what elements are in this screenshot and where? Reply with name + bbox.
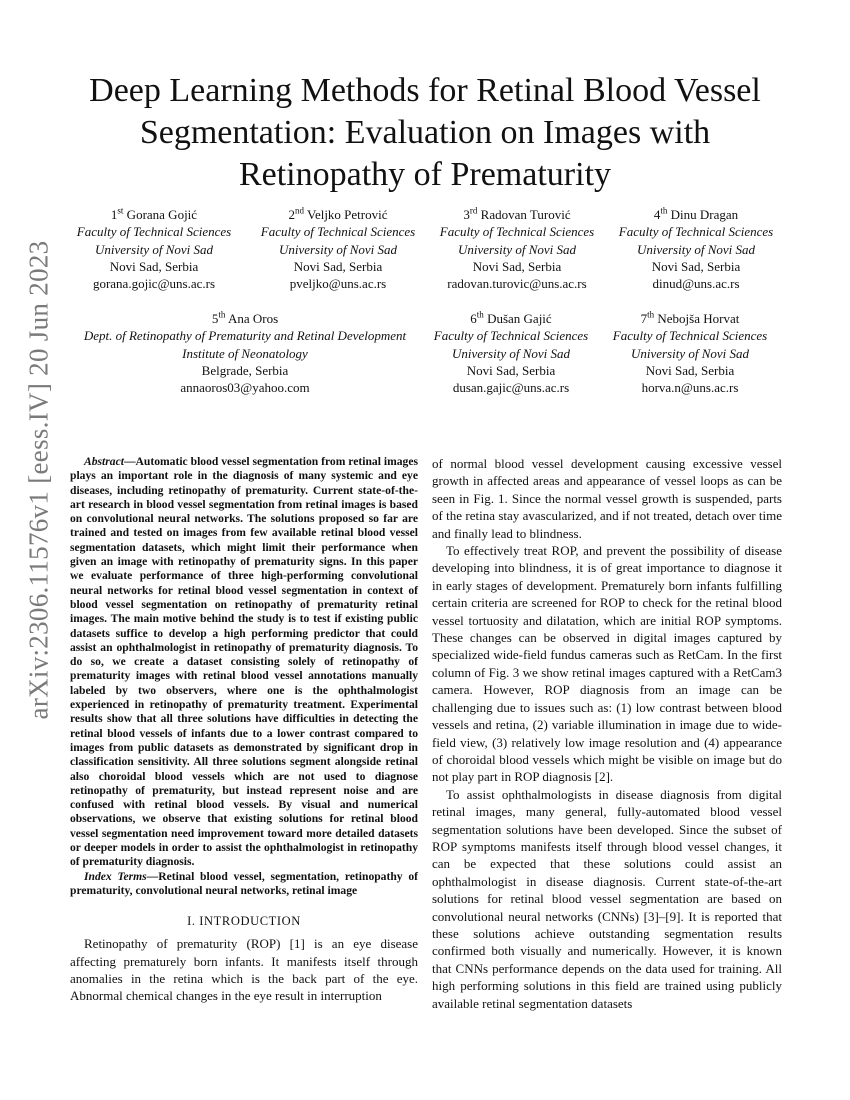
author-city: Belgrade, Serbia xyxy=(201,362,289,378)
author-ordinal-suffix: th xyxy=(660,205,668,216)
author-ordinal: 3 xyxy=(463,207,470,222)
author-ordinal: 4 xyxy=(653,207,661,222)
author-institution: University of Novi Sad xyxy=(278,241,398,257)
author-name: Dušan Gajić xyxy=(487,311,552,326)
author-city: Novi Sad, Serbia xyxy=(472,258,562,274)
abstract-text: —Automatic blood vessel segmentation from retinal images plays an important role in the diagnosis of many systemic and eye diseases, including retinopathy of prematurity. Current state-of-the-art research in blood vessel segmentation from retinal images is based on convolutional neural networks. The solutions proposed so far are trained and tested on images from few available retinal blood vessel segmentation datasets, which might limit their performance when given an image with retinopathy of prematurity signs. In this paper we evaluate performance of three high-performing convolutional neural networks for retinal blood vessel segmentation in context of blood vessel segmentation on retinopathy of prematurity retinal images. The main motive behind the study is to test if existing public datasets suffice to develop a high performing predictor that could assist an ophthalmologist in retinopathy of prematurity diagnosis. To do so, we create a dataset consisting solely of retinopathy of prematurity images with retinal blood vessel annotations manually labeled by two observers, where one is the ophthalmologist experienced in retinopathy of prematurity treatment. Experimental results show that all three solutions have difficulties in detecting the retinal blood vessels of infants due to a lower contrast compared to images from public datasets as demonstrated by significant drop in classification sensitivity. All three solutions segment alongside retinal also choroidal blood vessels which are not used to diagnose retinopathy of prematurity, but instead represent noise and are confused with retinal blood vessels. By visual and numerical observations, we observe that existing solutions for retinal blood vessel segmentation need improvement toward more detailed datasets or deeper models in order to assist the ophthalmologist in retinopathy of prematurity diagnosis. xyxy=(70,455,418,869)
author-city: Novi Sad, Serbia xyxy=(293,258,383,274)
body-paragraph: To effectively treat ROP, and prevent the possibility of disease developing into blindness, it is of great importance to diagnose it in early stages of development. Prematurely born infants fulfilling certain criteria are screened for ROP to check for the retinal blood vessel tortuosity and dilatation, which are initial ROP symptoms. These changes can be observed in digital images captured by specialized wide-field fundus cameras such as RetCam. In the first column of Fig. 3 we show retinal images captured with a RetCam3 camera. However, ROP diagnosis from an image can be challenging due to issues such as: (1) low contrast between blood vessels and retina, (2) variable illumination in image due to wide-field view, (3) relatively low image resolution and (4) appearance of choroidal blood vessels which might be visible on image but do not play part in ROP diagnosis [2]. xyxy=(432,543,782,785)
author-name: Dinu Dragan xyxy=(670,207,739,222)
author-name: Ana Oros xyxy=(227,311,279,326)
author-affiliation: Faculty of Technical Sciences xyxy=(76,224,232,240)
author-institution: University of Novi Sad xyxy=(636,241,756,257)
author-affiliation: Faculty of Technical Sciences xyxy=(433,328,589,344)
index-terms xyxy=(70,870,418,899)
author-city: Novi Sad, Serbia xyxy=(466,362,556,378)
author-ordinal: 6 xyxy=(470,311,477,326)
author-block xyxy=(261,206,415,292)
author-email: dusan.gajic@uns.ac.rs xyxy=(452,380,570,396)
author-block xyxy=(440,206,594,292)
author-ordinal-suffix: th xyxy=(218,309,226,320)
author-name: Nebojša Horvat xyxy=(657,311,740,326)
author-block xyxy=(619,206,773,292)
author-affiliation: Faculty of Technical Sciences xyxy=(618,224,774,240)
author-block xyxy=(84,310,406,396)
author-block xyxy=(434,310,588,396)
author-ordinal: 1 xyxy=(110,207,118,222)
right-column xyxy=(432,455,782,1012)
body-paragraph: of normal blood vessel development causing excessive vessel growth in affected areas and appearance of vessel loops as can be seen in Fig. 1. Since the normal vessel growth is suspended, parts of the retina stay avascularized, and if not treated, detach over time and finally lead to blindness. xyxy=(432,456,782,541)
abstract-label: Abstract xyxy=(84,455,124,468)
body-paragraph: To assist ophthalmologists in disease diagnosis from digital retinal images, many general, fully-automated blood vessel segmentation solutions have been developed. Since the subset of ROP symptoms manifests itself through blood vessel changes, it can be expected that these solutions could assist an ophthalmologist in disease diagnosis. Current state-of-the-art solutions for retinal blood vessel segmentation are based on convolutional neural networks (CNNs) [3]–[9]. It is reported that these solutions achieve outstanding segmentation results confirmed both visually and numerically. However, it is known that CNNs performance depends on the data used for training. All high performing solutions in this field are trained using publicly available retinal segmentation datasets xyxy=(432,786,782,1011)
arxiv-identifier: arXiv:2306.11576v1 [eess.IV] 20 Jun 2023 xyxy=(23,240,54,720)
author-institution: Institute of Neonatology xyxy=(182,345,308,361)
author-email: gorana.gojic@uns.ac.rs xyxy=(92,276,216,292)
author-name: Gorana Gojić xyxy=(126,207,198,222)
author-ordinal: 2 xyxy=(288,207,295,222)
author-email: dinud@uns.ac.rs xyxy=(652,276,740,292)
index-terms-text: —Retinal blood vessel, segmentation, retinopathy of prematurity, convolutional neural networks, retinal image xyxy=(70,869,418,897)
body-paragraph: Retinopathy of prematurity (ROP) [1] is an eye disease affecting prematurely born infants. It manifests itself through anomalies in the retina which is the back part of the eye. Abnormal chemical changes in the eye result in interruption xyxy=(70,936,418,1004)
author-affiliation: Dept. of Retinopathy of Prematurity and Retinal Development xyxy=(83,328,407,344)
author-city: Novi Sad, Serbia xyxy=(645,362,735,378)
author-ordinal-suffix: rd xyxy=(469,205,478,216)
author-email: annaoros03@yahoo.com xyxy=(180,380,310,396)
author-block xyxy=(77,206,231,292)
author-ordinal-suffix: nd xyxy=(294,205,304,216)
author-email: radovan.turovic@uns.ac.rs xyxy=(447,276,587,292)
author-ordinal-suffix: th xyxy=(647,309,655,320)
left-column xyxy=(70,455,418,1005)
author-ordinal-suffix: st xyxy=(117,205,124,216)
author-city: Novi Sad, Serbia xyxy=(109,258,199,274)
author-city: Novi Sad, Serbia xyxy=(651,258,741,274)
author-ordinal: 7 xyxy=(640,311,648,326)
author-institution: University of Novi Sad xyxy=(630,345,750,361)
section-heading: I. INTRODUCTION xyxy=(187,914,301,929)
arxiv-sidebar xyxy=(0,0,70,1100)
author-ordinal-suffix: th xyxy=(476,309,484,320)
author-institution: University of Novi Sad xyxy=(457,241,577,257)
author-affiliation: Faculty of Technical Sciences xyxy=(260,224,416,240)
author-affiliation: Faculty of Technical Sciences xyxy=(612,328,768,344)
index-terms-label: Index Terms xyxy=(84,869,147,883)
author-name: Radovan Turović xyxy=(480,207,571,222)
author-name: Veljko Petrović xyxy=(306,207,388,222)
author-institution: University of Novi Sad xyxy=(94,241,214,257)
author-ordinal: 5 xyxy=(211,311,219,326)
author-email: pveljko@uns.ac.rs xyxy=(289,276,387,292)
author-block xyxy=(613,310,767,396)
author-institution: University of Novi Sad xyxy=(451,345,571,361)
abstract xyxy=(70,455,418,870)
author-affiliation: Faculty of Technical Sciences xyxy=(439,224,595,240)
author-email: horva.n@uns.ac.rs xyxy=(641,380,739,396)
paper-title: Deep Learning Methods for Retinal Blood Vessel Segmentation: Evaluation on Images with Retinopathy of Prematurity xyxy=(89,72,761,193)
